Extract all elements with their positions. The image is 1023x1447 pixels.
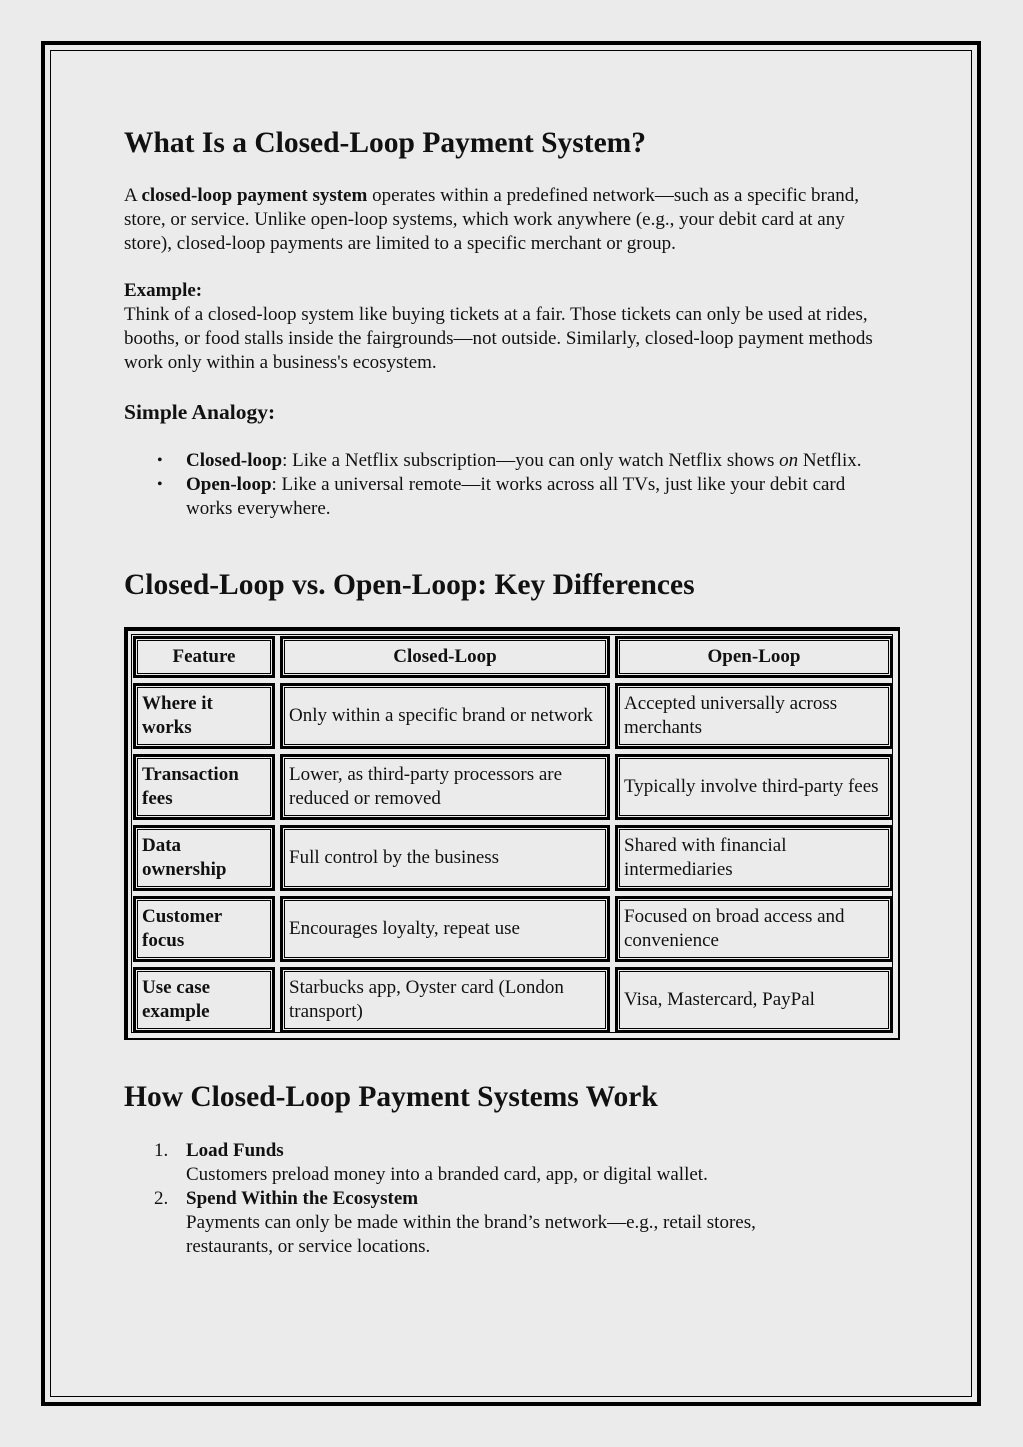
analogy-text: : Like a Netflix subscription—you can only watch Netflix shows [282, 450, 780, 471]
intro-bold-term: closed-loop payment system [141, 185, 368, 206]
bullet-icon: • [157, 452, 163, 469]
example-label: Example: [124, 280, 203, 301]
example-block [124, 279, 894, 375]
steps-list [124, 1139, 844, 1259]
table-cell-open-loop: Shared with financial intermediaries [615, 825, 893, 891]
step-title: Spend Within the Ecosystem [186, 1188, 419, 1209]
table-header-feature: Feature [133, 636, 275, 678]
analogy-text: : Like a universal remote—it works across all TVs, just like your debit card works everywhere. [186, 474, 846, 519]
table-row [133, 754, 893, 820]
list-item [124, 473, 864, 521]
table-cell-open-loop: Typically involve third-party fees [615, 754, 893, 820]
table-header-open-loop: Open-Loop [615, 636, 893, 678]
step-number: 2. [154, 1188, 169, 1209]
table-cell-open-loop: Visa, Mastercard, PayPal [615, 967, 893, 1033]
step-text: Customers preload money into a branded card, app, or digital wallet. [186, 1164, 708, 1185]
table-row [133, 825, 893, 891]
step-title: Load Funds [186, 1140, 284, 1161]
table-cell-feature: Transaction fees [133, 754, 275, 820]
table-cell-closed-loop: Lower, as third-party processors are reduced or removed [280, 754, 610, 820]
table-row [133, 683, 893, 749]
list-item [124, 449, 864, 473]
bullet-icon: • [157, 476, 163, 493]
example-text: Think of a closed-loop system like buying tickets at a fair. Those tickets can only be used at rides, booths, or food stalls inside the fairgrounds—not outside. Similarly, closed-loop payment methods work only within a business's ecosystem. [124, 304, 873, 373]
table-cell-closed-loop: Only within a specific brand or network [280, 683, 610, 749]
step-number: 1. [154, 1140, 169, 1161]
table-header-row [133, 636, 893, 678]
analogy-heading: Simple Analogy: [124, 400, 276, 424]
table-cell-open-loop: Focused on broad access and convenience [615, 896, 893, 962]
table-cell-closed-loop: Full control by the business [280, 825, 610, 891]
list-item [124, 1139, 844, 1187]
table-header-closed-loop: Closed-Loop [280, 636, 610, 678]
table-cell-open-loop: Accepted universally across merchants [615, 683, 893, 749]
table-cell-feature: Where it works [133, 683, 275, 749]
analogy-emphasis: on [779, 450, 799, 471]
table-cell-feature: Use case example [133, 967, 275, 1033]
how-it-works-heading: How Closed-Loop Payment Systems Work [124, 1081, 658, 1113]
differences-heading: Closed-Loop vs. Open-Loop: Key Differences [124, 569, 695, 601]
intro-rest: operates within a predefined network—such as a specific brand, store, or service. Unlike open-loop systems, which work anywhere (e.g., your debit card at any store), closed-loop payments are limited to a specific merchant or group. [124, 185, 860, 254]
step-text: Payments can only be made within the brand’s network—e.g., retail stores, restaurants, or service locations. [186, 1212, 756, 1257]
table-cell-feature: Customer focus [133, 896, 275, 962]
table-row [133, 896, 893, 962]
list-item [124, 1187, 844, 1259]
analogy-text-after: Netflix. [798, 450, 862, 471]
intro-prefix: A [124, 185, 142, 206]
table-row [133, 967, 893, 1033]
intro-paragraph [124, 184, 884, 256]
table-cell-feature: Data ownership [133, 825, 275, 891]
analogy-term: Closed-loop [186, 450, 283, 471]
analogy-term: Open-loop [186, 474, 272, 495]
main-heading: What Is a Closed-Loop Payment System? [124, 127, 646, 159]
table-cell-closed-loop: Starbucks app, Oyster card (London transport) [280, 967, 610, 1033]
table-cell-closed-loop: Encourages loyalty, repeat use [280, 896, 610, 962]
comparison-table [124, 627, 900, 1040]
analogy-list [124, 449, 864, 521]
